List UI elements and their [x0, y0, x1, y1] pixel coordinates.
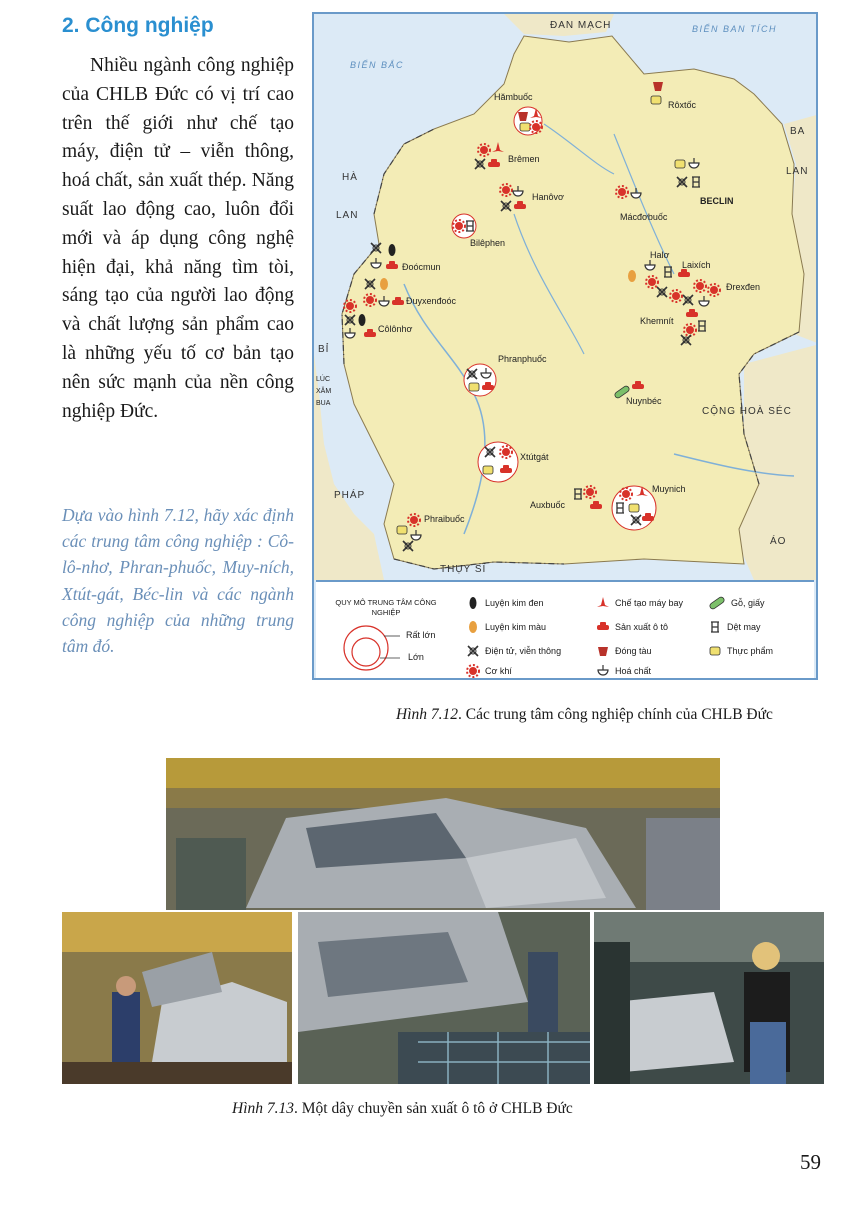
- figure-712-label: Hình 7.12: [396, 706, 458, 723]
- electronics-icon: [466, 644, 480, 658]
- city-macdobuoc: Mácđơbuốc: [620, 212, 668, 222]
- figure-713-label: Hình 7.13: [232, 1100, 294, 1117]
- label-bien-bac: BIỂN BẮC: [350, 60, 405, 70]
- wood-icon: [708, 596, 726, 610]
- city-marker-xtutgat: [478, 442, 518, 482]
- legend-item-luyen-kim-den: Luyện kim đen: [466, 596, 544, 610]
- legend-item-dong-tau: Đóng tàu: [596, 644, 652, 658]
- city-duyxendooc: Đuyxenđoóc: [406, 296, 457, 306]
- city-hanovo: Hanôvơ: [532, 192, 564, 202]
- chemical-icon: [596, 664, 610, 678]
- label-ba: BA: [790, 126, 806, 137]
- label-luc-xam-bua-1: LÚC: [316, 376, 331, 383]
- iron-icon: [466, 596, 480, 610]
- figure-712-text: . Các trung tâm công nghiệp chính của CHLB Đức: [458, 706, 773, 723]
- city-nuynbec: Nuynbéc: [626, 396, 662, 406]
- legend-large: Lớn: [408, 652, 424, 662]
- label-phap: PHÁP: [334, 490, 366, 501]
- metal-icon: [466, 620, 480, 634]
- legend-item-thuc-pham: Thực phẩm: [708, 644, 773, 658]
- legend-item-co-khi: Cơ khí: [466, 664, 512, 678]
- question-paragraph: Dựa vào hình 7.12, hãy xác định các trung tâm công nghiệp : Cô-lô-nhơ, Phran-phuốc, Muy-ních, Xtút-gát, Béc-lin và các ngành công nghiệp của những trung tâm đó.: [62, 505, 294, 657]
- figure-712-caption: [396, 706, 773, 724]
- ship-icon: [596, 644, 610, 658]
- legend-scale-circles: [340, 622, 400, 672]
- legend-item-san-xuat-oto: Sản xuất ô tô: [596, 620, 668, 634]
- label-ao: ÁO: [770, 536, 787, 547]
- photo-assembly-line-right: [594, 912, 824, 1084]
- city-marker-muynich: [612, 486, 656, 530]
- city-xtutgat: Xtútgát: [520, 452, 549, 462]
- city-hambuoc: Hămbuốc: [494, 92, 533, 102]
- city-auxbuoc: Auxbuốc: [530, 500, 566, 510]
- city-muynich: Muynich: [652, 484, 686, 494]
- city-laixich: Laixích: [682, 260, 711, 270]
- legend-item-luyen-kim-mau: Luyện kim màu: [466, 620, 546, 634]
- car-icon: [596, 620, 610, 634]
- section-title: 2. Công nghiệp: [62, 14, 214, 37]
- photo-assembly-line-left: [62, 912, 292, 1084]
- label-lan-west: LAN: [336, 210, 359, 221]
- city-colonho: Côlônhơ: [378, 324, 413, 334]
- legend-item-dien-tu: Điện tử, viễn thông: [466, 644, 561, 658]
- city-marker-phranphuoc: [464, 364, 496, 396]
- city-marker-hambuoc: [514, 107, 542, 135]
- label-luc-xam-bua-3: BUA: [316, 400, 331, 407]
- city-bremen: Brêmen: [508, 154, 540, 164]
- label-lan-east: LAN: [786, 166, 809, 177]
- label-luc-xam-bua-2: XĂM: [316, 388, 332, 395]
- map-legend: [316, 580, 814, 678]
- figure-713-caption: [232, 1100, 573, 1118]
- industry-map: [312, 12, 818, 680]
- city-beclin: BECLIN: [700, 196, 734, 206]
- label-bien-ban-tich: BIỂN BAN TÍCH: [692, 24, 778, 34]
- legend-very-large: Rất lớn: [406, 630, 436, 640]
- city-halo: Halơ: [650, 250, 670, 260]
- food-icon: [708, 644, 722, 658]
- legend-scale-title: QUY MÔ TRUNG TÂM CÔNG NGHIỆP: [335, 598, 437, 617]
- body-paragraph: Nhiều ngành công nghiệp của CHLB Đức có vị trí cao trên thế giới như chế tạo máy, điện tử – viễn thông, hoá chất, sản xuất thép. Năng suất lao động cao, luôn đổi mới và áp dụng công nghệ hiện đại, khả năng tìm tòi, sáng tạo của người lao động và chất lượng sản phẩm cao là những yếu tố cơ bản tạo nên sức mạnh của nền công nghiệp Đức.: [62, 55, 294, 422]
- legend-item-det-may: Dệt may: [708, 620, 761, 634]
- legend-item-che-tao-may-bay: Chế tạo máy bay: [596, 596, 683, 610]
- city-roxtoc: Rôxtốc: [668, 100, 697, 110]
- city-doocmun: Đoócmun: [402, 262, 441, 272]
- city-phranphuoc: Phranphuốc: [498, 354, 547, 364]
- city-khemnit: Khemnít: [640, 316, 674, 326]
- label-thuy-si: THỤY SĨ: [440, 564, 487, 575]
- label-dan-mach: ĐAN MẠCH: [550, 20, 612, 31]
- legend-item-go-giay: Gỗ, giấy: [708, 596, 765, 610]
- map-drawing: [314, 14, 818, 580]
- gear-icon: [466, 664, 480, 678]
- legend-item-hoa-chat: Hoá chất: [596, 664, 651, 678]
- photo-assembly-line-top: [166, 758, 720, 910]
- page-number: 59: [800, 1150, 821, 1174]
- city-bilephen: Bilêphen: [470, 238, 506, 248]
- textile-icon: [708, 620, 722, 634]
- city-phraibuoc: Phraibuốc: [424, 514, 465, 524]
- plane-icon: [596, 596, 610, 610]
- photo-assembly-line-center: [298, 912, 590, 1084]
- label-bi: BỈ: [318, 344, 330, 355]
- label-cong-hoa-sec: CỘNG HOÀ SÉC: [702, 406, 792, 417]
- label-ha: HÀ: [342, 172, 358, 183]
- figure-713-text: . Một dây chuyền sản xuất ô tô ở CHLB Đức: [294, 1100, 573, 1117]
- city-drexden: Đrexđen: [726, 282, 761, 292]
- city-marker-bilephen: [452, 214, 476, 238]
